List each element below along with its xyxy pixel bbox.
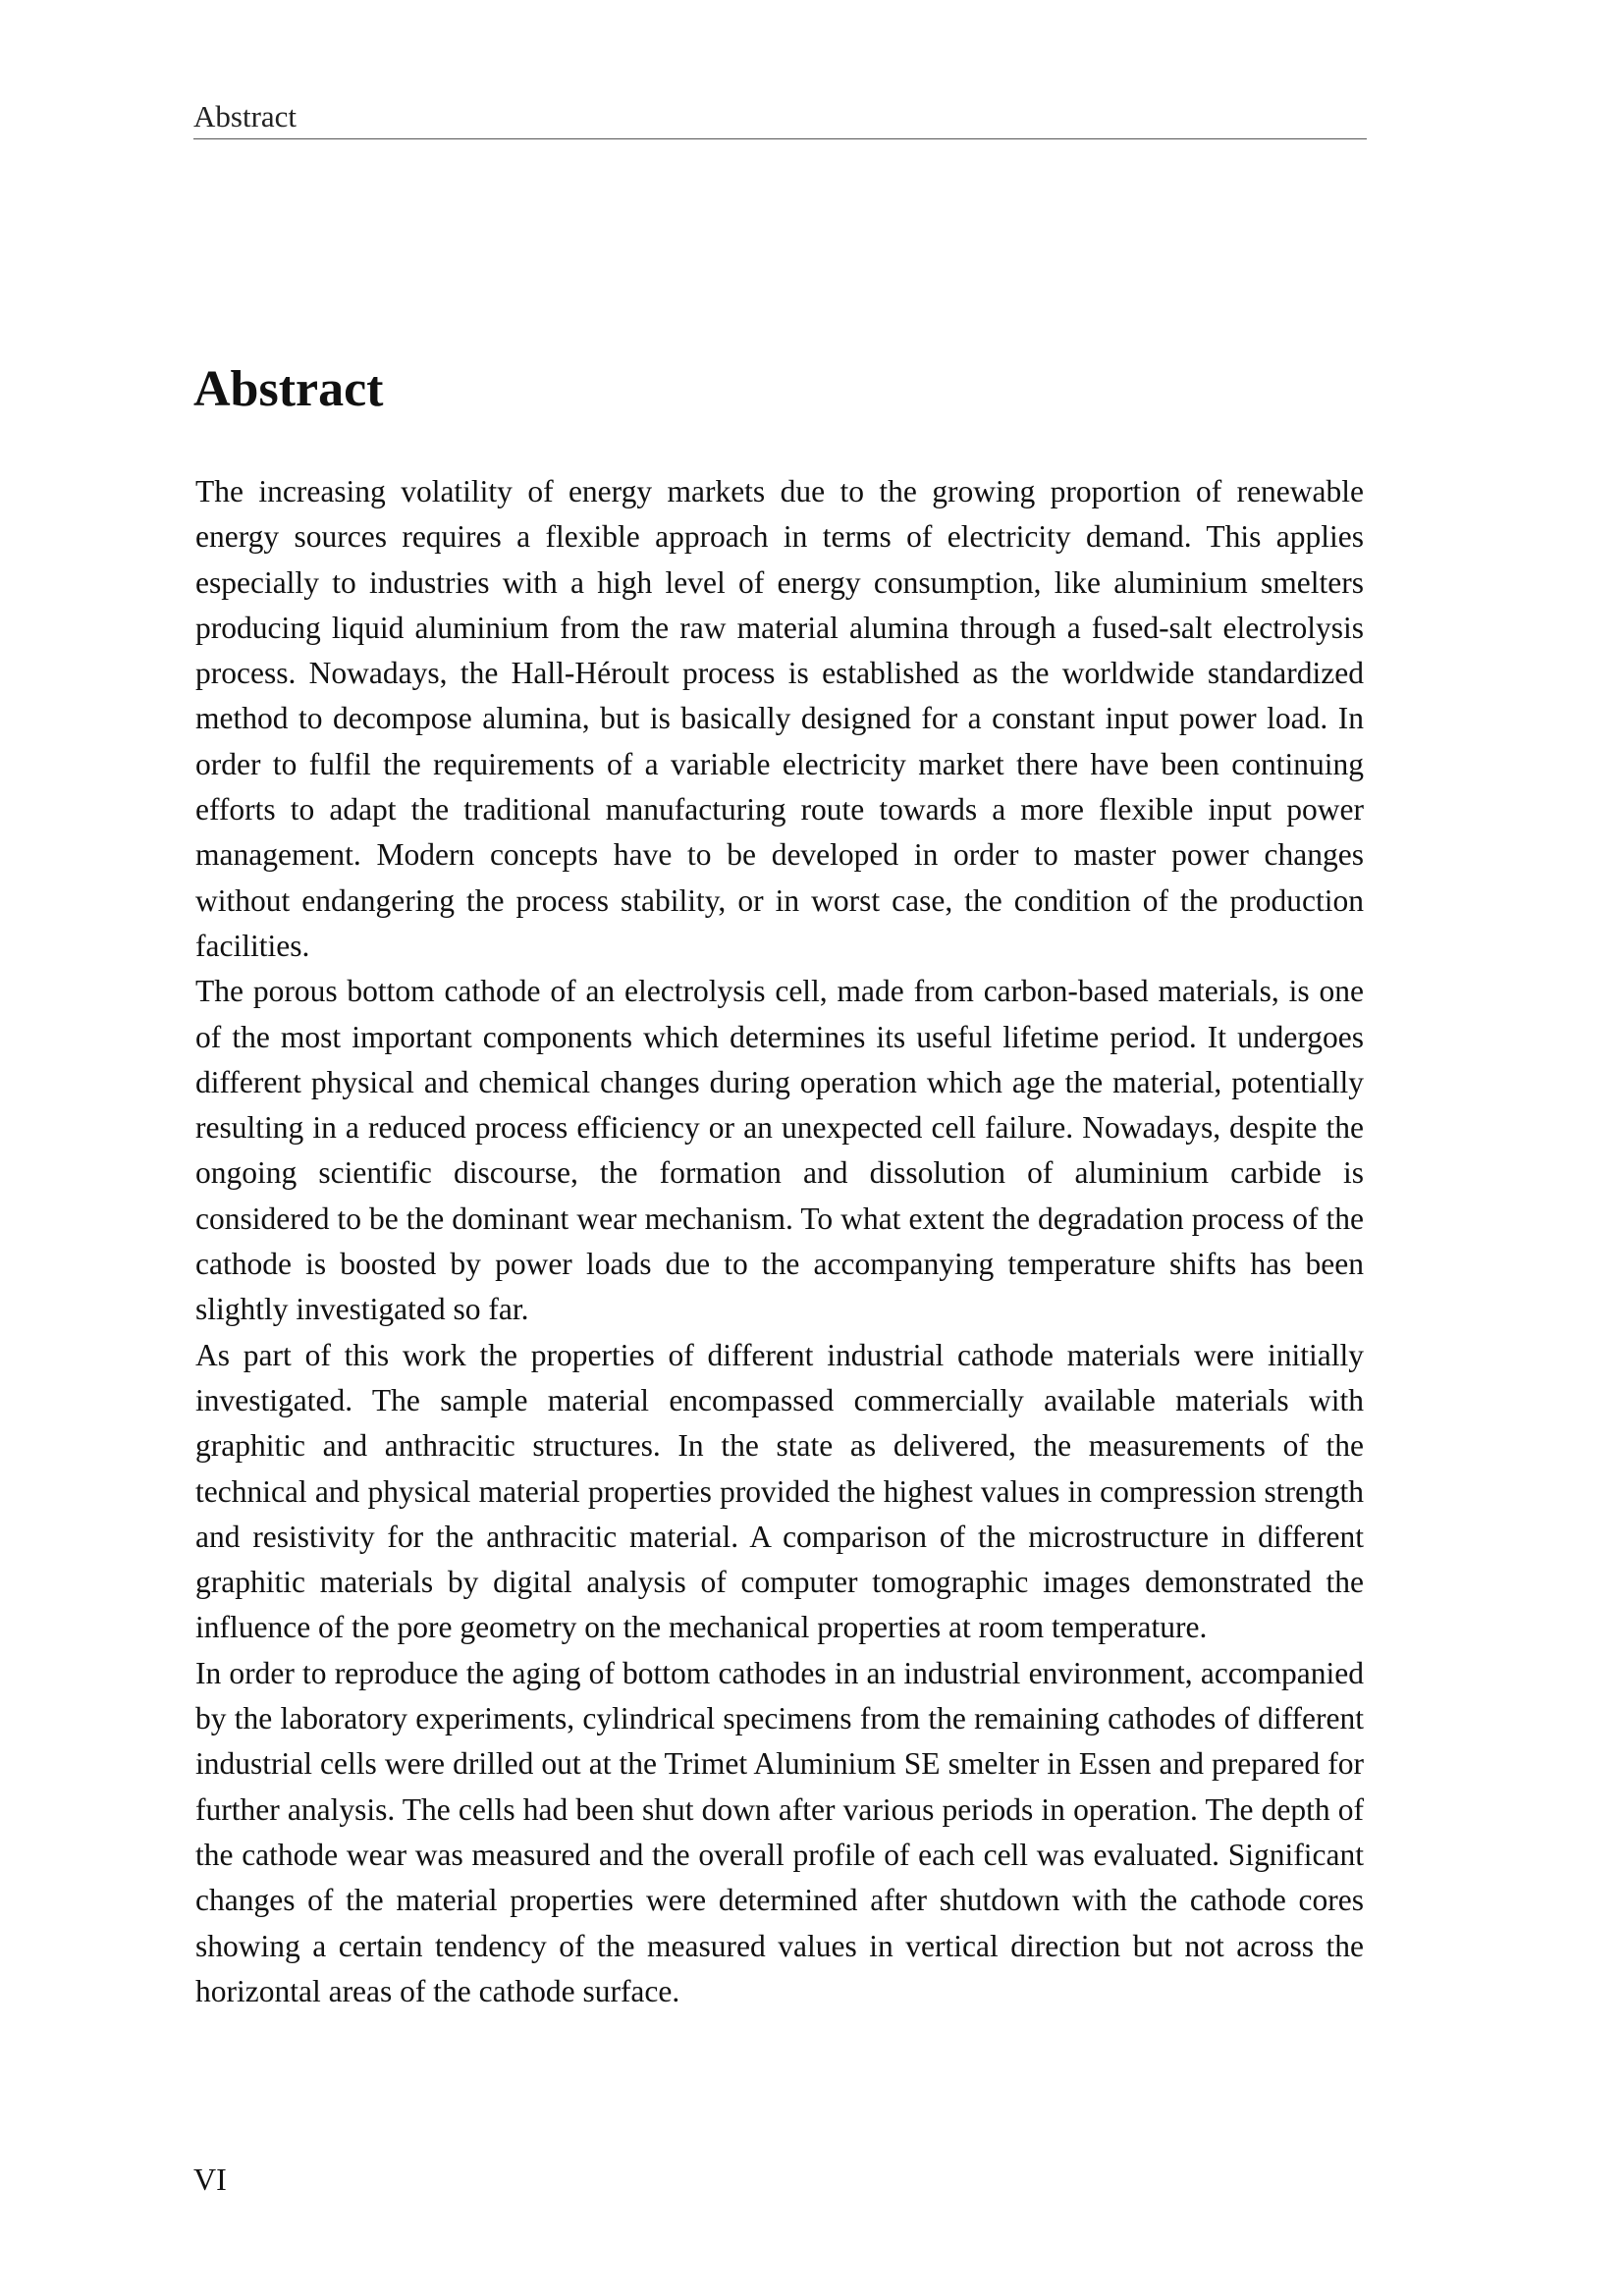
abstract-body: [195, 469, 1364, 2014]
page-number: VI: [193, 2162, 227, 2197]
paragraph-2: The porous bottom cathode of an electrolysis cell, made from carbon-based materials, is one of the most important components which determines its useful lifetime period. It undergoes different physical and chemical changes during operation which age the material, potentially resulting in a reduced process efficiency or an unexpected cell failure. Nowadays, despite the ongoing scientific discourse, the formation and dissolution of aluminium carbide is considered to be the dominant wear mechanism. To what extent the degradation process of the cathode is boosted by power loads due to the accompanying temperature shifts has been slightly investigated so far.: [195, 974, 1364, 1327]
paragraph-3: As part of this work the properties of different industrial cathode materials were initially investigated. The sample material encompassed commercially available materials with graphitic and anthracitic structures. In the state as delivered, the measurements of the technical and physical material properties provided the highest values in compression strength and resistivity for the anthracitic material. A comparison of the microstructure in different graphitic materials by digital analysis of computer tomographic images demonstrated the influence of the pore geometry on the mechanical properties at room temperature.: [195, 1337, 1364, 1645]
chapter-title: Abstract: [193, 361, 384, 417]
paragraph-4: In order to reproduce the aging of bottom cathodes in an industrial environment, accompanied by the laboratory experiments, cylindrical specimens from the remaining cathodes of different industrial cells were drilled out at the Trimet Aluminium SE smelter in Essen and prepared for further analysis. The cells had been shut down after various periods in operation. The depth of the cathode wear was measured and the overall profile of each cell was evaluated. Significant changes of the material properties were determined after shutdown with the cathode cores showing a certain tendency of the measured values in vertical direction but not across the horizontal areas of the cathode surface.: [195, 1655, 1364, 2008]
running-header-title: Abstract: [193, 99, 298, 133]
paragraph-1: The increasing volatility of energy markets due to the growing proportion of renewable energy sources requires a flexible approach in terms of electricity demand. This applies especially to industries with a high level of energy consumption, like aluminium smelters producing liquid aluminium from the raw material alumina through a fused-salt electrolysis process. Nowadays, the Hall-Héroult process is established as the worldwide standardized method to decompose alumina, but is basically designed for a constant input power load. In order to fulfil the requirements of a variable electricity market there have been continuing efforts to adapt the traditional manufacturing route towards a more flexible input power management. Modern concepts have to be developed in order to master power changes without endangering the process stability, or in worst case, the condition of the production facilities.: [195, 474, 1364, 963]
running-header: [193, 96, 1367, 139]
